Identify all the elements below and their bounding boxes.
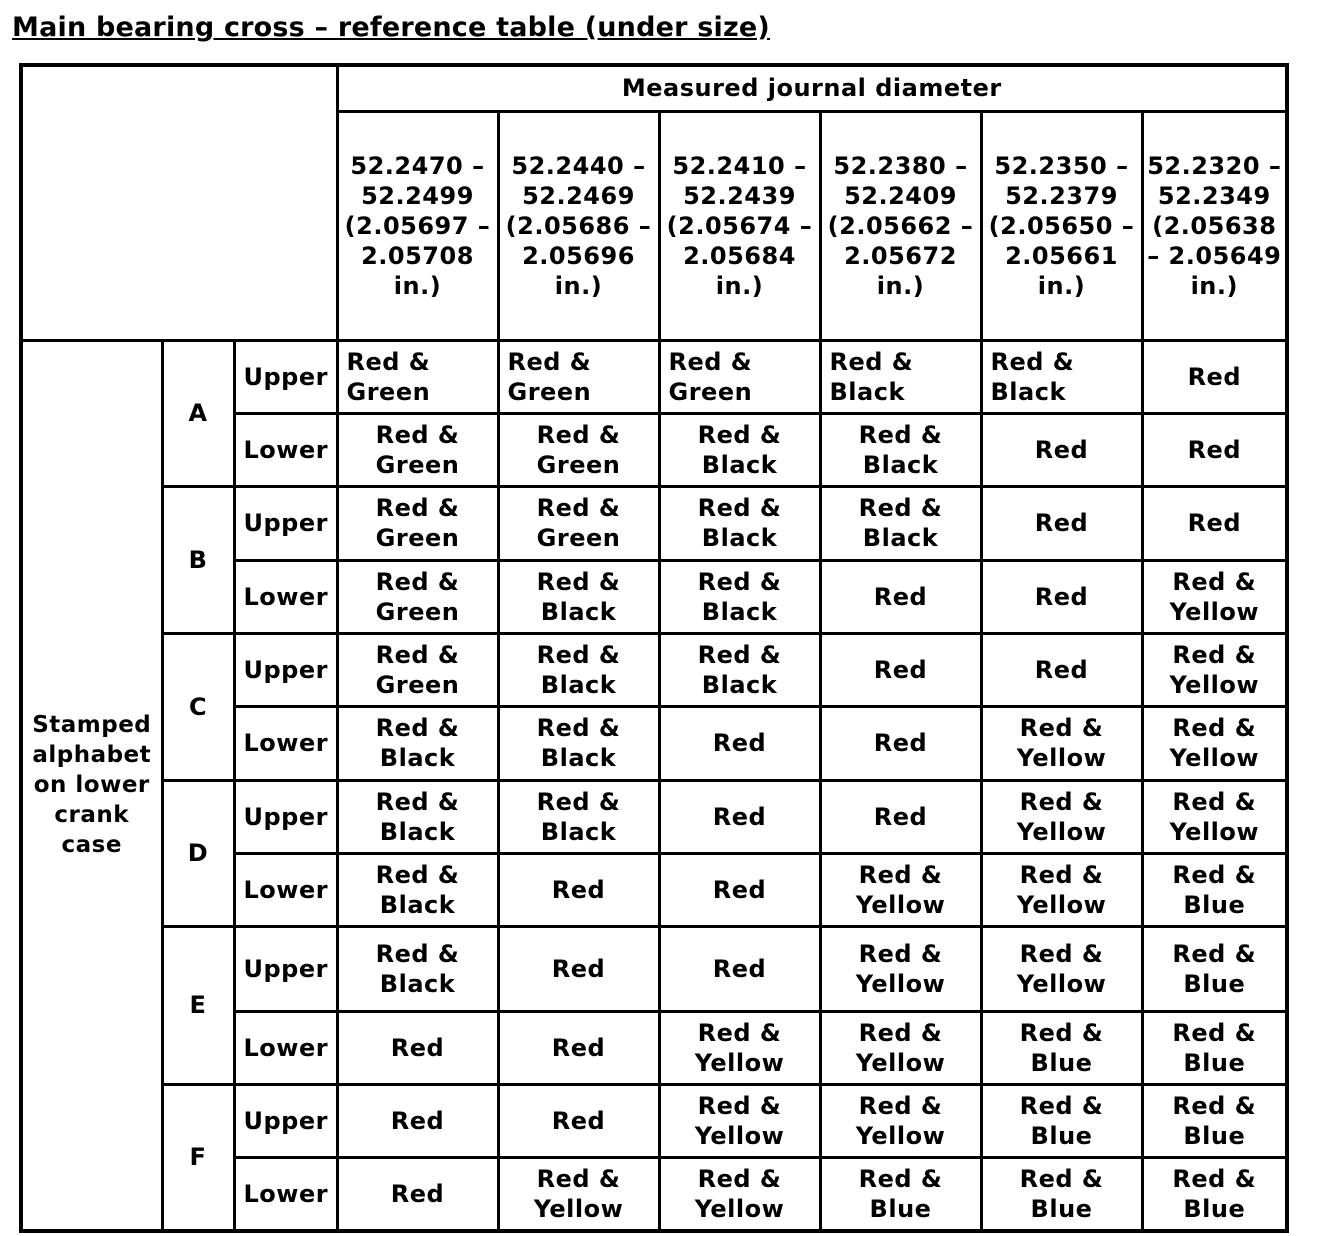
color-code-cell: Red & Green [337,633,498,706]
color-code-cell: Red & Black [820,487,981,560]
position-cell: Lower [234,413,337,486]
color-code-cell: Red & Blue [981,1011,1142,1084]
table-row [21,340,1287,413]
color-code-cell: Red & Yellow [1142,560,1287,633]
header-row-group [21,65,1287,111]
reference-table [19,63,1289,1233]
color-code-cell: Red & Black [498,560,659,633]
color-code-cell: Red & Green [498,487,659,560]
color-code-cell: Red & Yellow [1142,780,1287,853]
corner-cell [21,65,337,340]
color-code-cell: Red [337,1011,498,1084]
color-code-cell: Red & Blue [1142,1084,1287,1157]
color-code-cell: Red & Yellow [820,1011,981,1084]
color-code-cell: Red [498,1011,659,1084]
color-code-cell: Red [498,1084,659,1157]
color-code-cell: Red & Blue [981,1084,1142,1157]
color-code-cell: Red & Yellow [820,1084,981,1157]
color-code-cell: Red & Yellow [1142,633,1287,706]
letter-cell: D [162,780,234,927]
color-code-cell: Red & Yellow [981,780,1142,853]
diameter-range-header: 52.2320 – 52.2349 (2.05638 – 2.05649 in.) [1142,111,1287,340]
side-label: Stamped alphabet on lower crank case [21,340,162,1231]
color-code-cell: Red [981,413,1142,486]
position-cell: Upper [234,927,337,1011]
color-code-cell: Red & Black [820,413,981,486]
color-code-cell: Red [820,633,981,706]
color-code-cell: Red [498,853,659,926]
color-code-cell: Red & Green [659,340,820,413]
color-code-cell: Red & Blue [1142,1011,1287,1084]
table-row [21,487,1287,560]
color-code-cell: Red & Green [337,487,498,560]
color-code-cell: Red & Yellow [981,853,1142,926]
letter-cell: C [162,633,234,780]
color-code-cell: Red & Yellow [1142,707,1287,780]
letter-cell: B [162,487,234,634]
color-code-cell: Red & Yellow [659,1158,820,1231]
color-code-cell: Red [1142,340,1287,413]
position-cell: Lower [234,560,337,633]
page-title: Main bearing cross – reference table (under size) [12,12,770,43]
color-code-cell: Red & Green [498,340,659,413]
color-code-cell: Red [1142,413,1287,486]
color-code-cell: Red & Black [337,780,498,853]
color-code-cell: Red & Black [659,560,820,633]
position-cell: Upper [234,633,337,706]
color-code-cell: Red & Black [498,780,659,853]
color-code-cell: Red [659,853,820,926]
color-code-cell: Red [981,633,1142,706]
table-row [21,780,1287,853]
position-cell: Upper [234,487,337,560]
diameter-range-header: 52.2470 – 52.2499 (2.05697 – 2.05708 in.) [337,111,498,340]
color-code-cell: Red & Blue [1142,927,1287,1011]
color-code-cell: Red [981,560,1142,633]
color-code-cell: Red & Black [337,927,498,1011]
color-code-cell: Red & Green [337,340,498,413]
color-code-cell: Red & Blue [1142,1158,1287,1231]
diameter-range-header: 52.2410 – 52.2439 (2.05674 – 2.05684 in.) [659,111,820,340]
position-cell: Lower [234,853,337,926]
table-row [21,1084,1287,1157]
position-cell: Lower [234,1011,337,1084]
color-code-cell: Red & Blue [1142,853,1287,926]
diameter-group-header: Measured journal diameter [337,65,1287,111]
color-code-cell: Red [820,780,981,853]
color-code-cell: Red & Green [337,560,498,633]
diameter-range-header: 52.2350 – 52.2379 (2.05650 – 2.05661 in.) [981,111,1142,340]
position-cell: Lower [234,1158,337,1231]
letter-cell: A [162,340,234,487]
color-code-cell: Red & Yellow [659,1011,820,1084]
color-code-cell: Red & Black [659,487,820,560]
color-code-cell: Red & Black [659,633,820,706]
color-code-cell: Red & Black [981,340,1142,413]
color-code-cell: Red [659,927,820,1011]
color-code-cell: Red [1142,487,1287,560]
letter-cell: F [162,1084,234,1231]
color-code-cell: Red & Yellow [820,853,981,926]
color-code-cell: Red & Green [337,413,498,486]
color-code-cell: Red & Yellow [981,927,1142,1011]
color-code-cell: Red & Yellow [659,1084,820,1157]
color-code-cell: Red [337,1084,498,1157]
color-code-cell: Red [659,780,820,853]
diameter-range-header: 52.2380 – 52.2409 (2.05662 – 2.05672 in.) [820,111,981,340]
letter-cell: E [162,927,234,1085]
table-row [21,633,1287,706]
color-code-cell: Red [659,707,820,780]
color-code-cell: Red [337,1158,498,1231]
color-code-cell: Red & Blue [820,1158,981,1231]
color-code-cell: Red & Black [498,633,659,706]
color-code-cell: Red & Black [820,340,981,413]
color-code-cell: Red [820,560,981,633]
color-code-cell: Red & Black [337,707,498,780]
color-code-cell: Red & Black [498,707,659,780]
diameter-range-header: 52.2440 – 52.2469 (2.05686 – 2.05696 in.) [498,111,659,340]
color-code-cell: Red & Yellow [981,707,1142,780]
color-code-cell: Red & Blue [981,1158,1142,1231]
position-cell: Upper [234,780,337,853]
position-cell: Lower [234,707,337,780]
color-code-cell: Red & Yellow [498,1158,659,1231]
color-code-cell: Red & Green [498,413,659,486]
color-code-cell: Red [820,707,981,780]
position-cell: Upper [234,340,337,413]
color-code-cell: Red [498,927,659,1011]
color-code-cell: Red & Yellow [820,927,981,1011]
color-code-cell: Red [981,487,1142,560]
color-code-cell: Red & Black [337,853,498,926]
table-row [21,927,1287,1011]
position-cell: Upper [234,1084,337,1157]
color-code-cell: Red & Black [659,413,820,486]
